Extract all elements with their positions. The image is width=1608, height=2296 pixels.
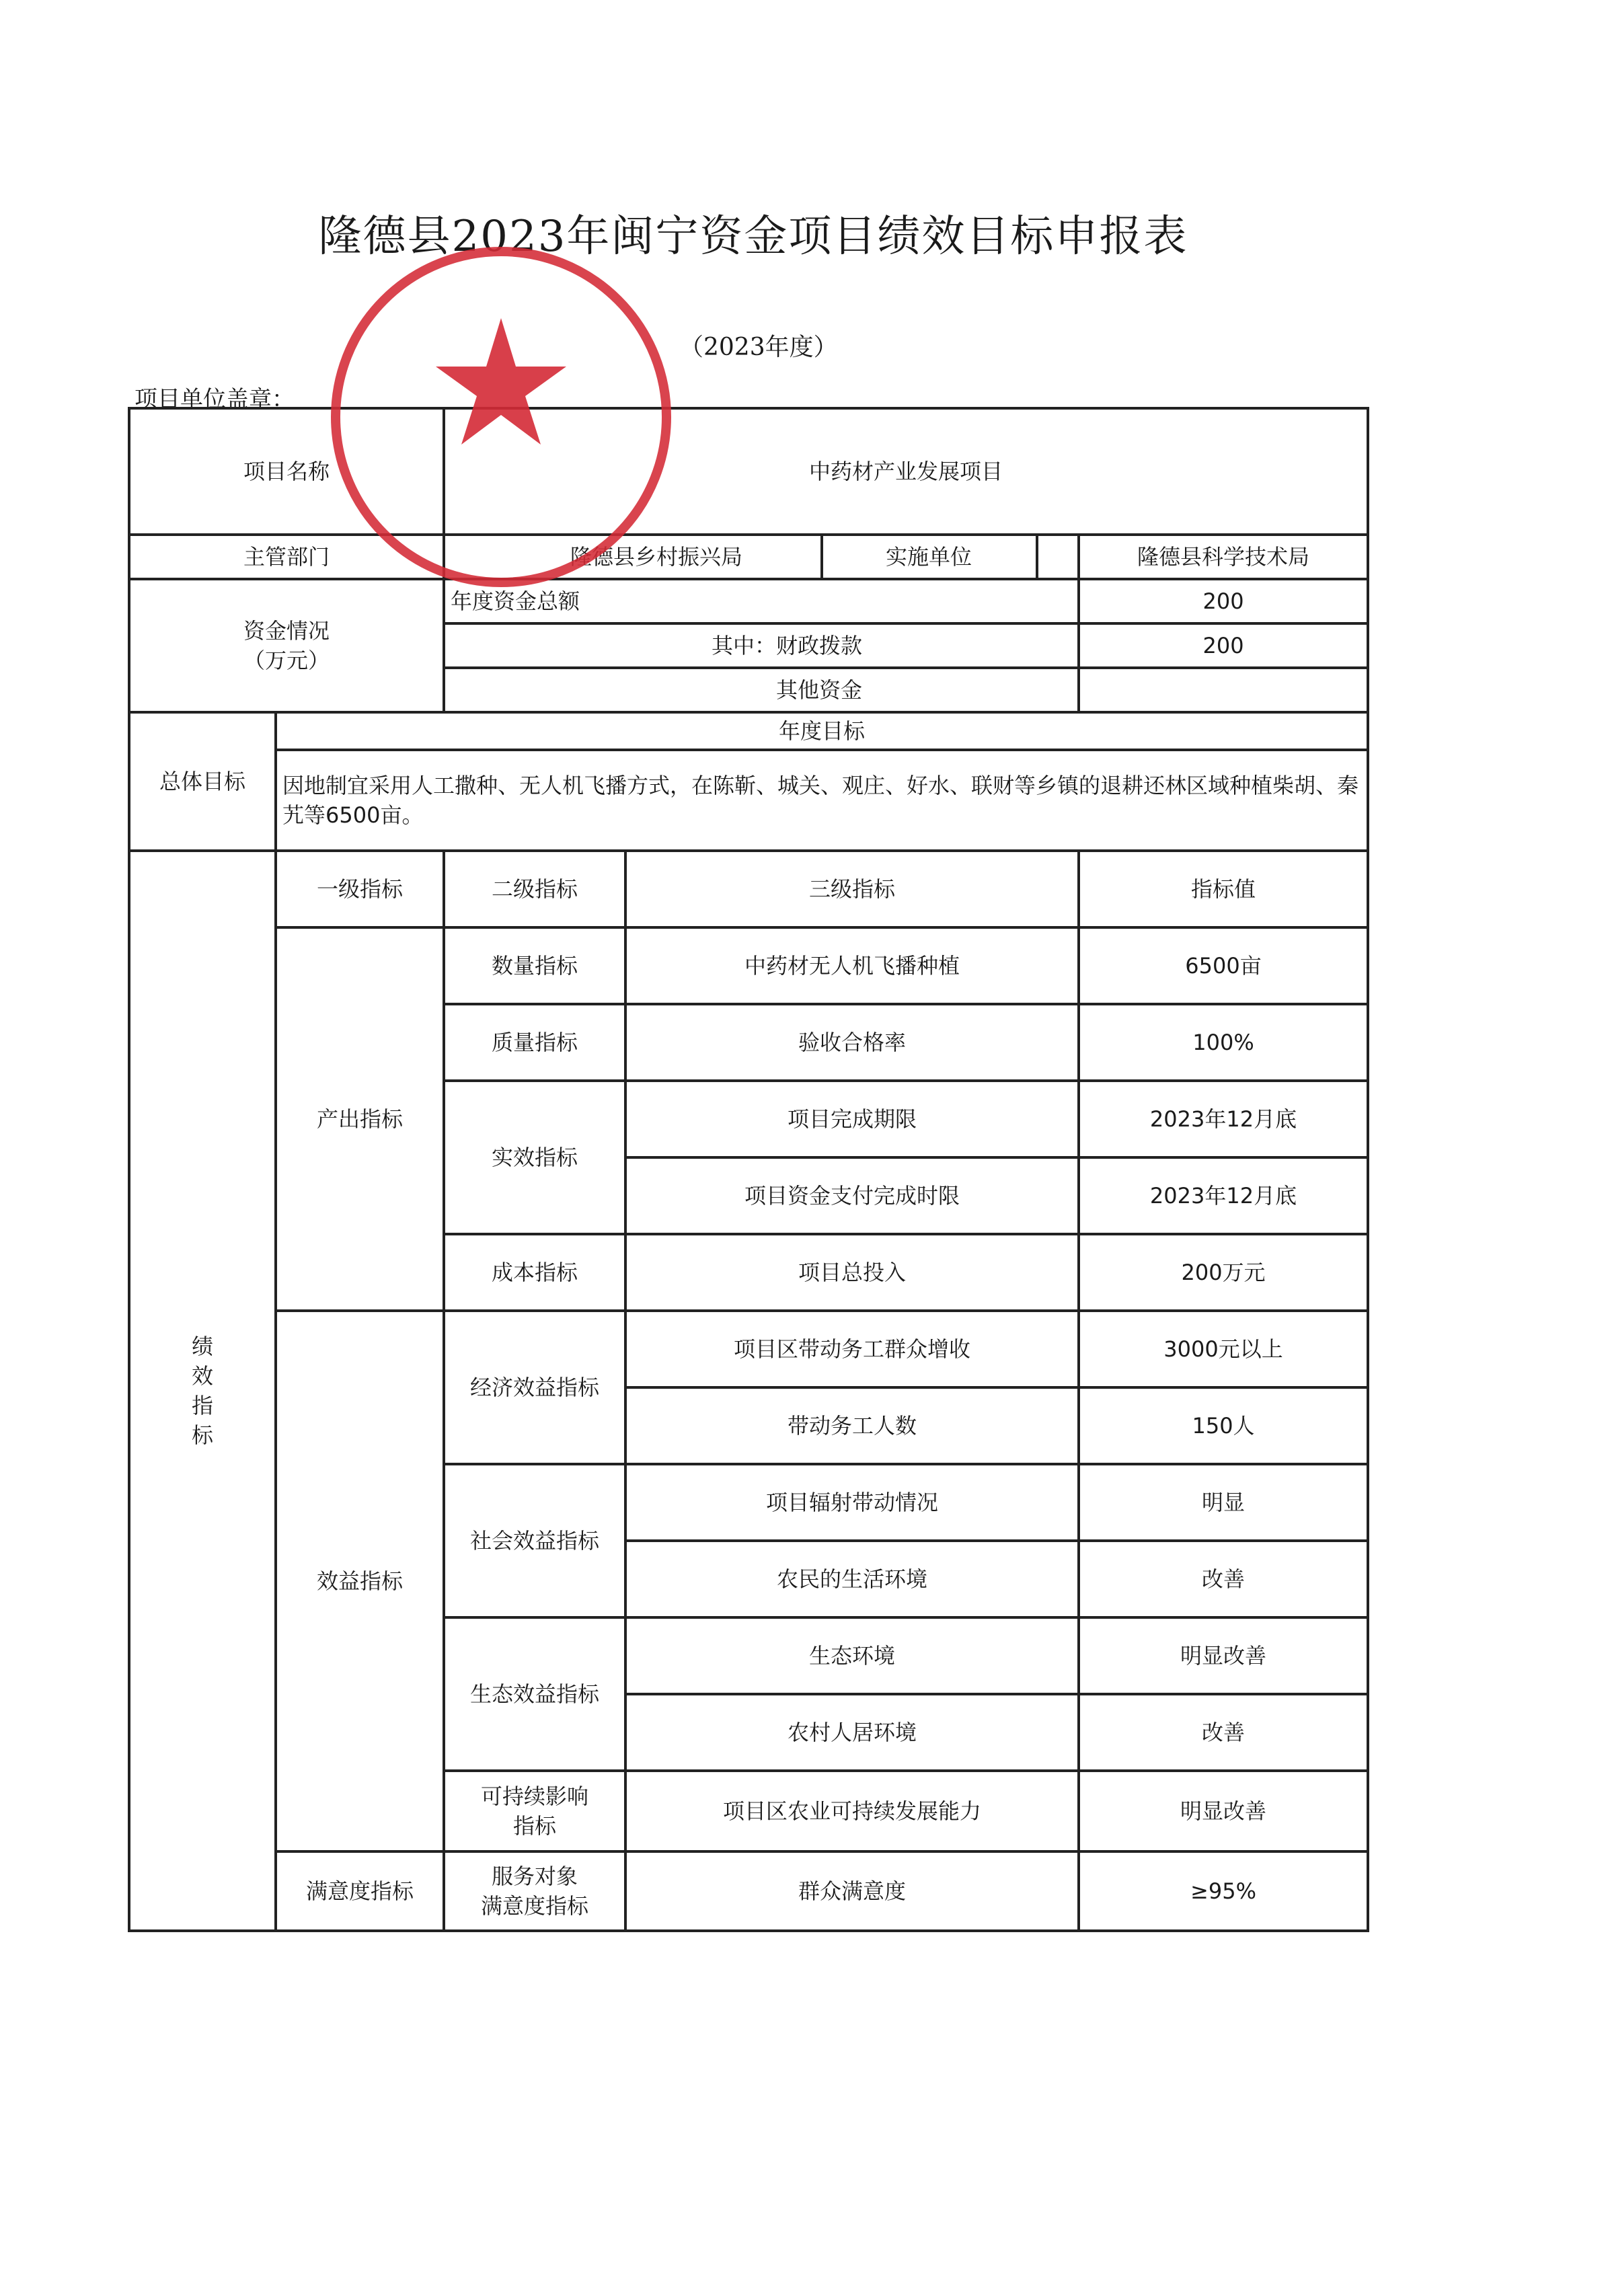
funding-label <box>129 579 444 712</box>
perf-label-char: 指 <box>191 1393 213 1418</box>
quality-l2: 质量指标 <box>444 1004 625 1081</box>
benefit-l1: 效益指标 <box>276 1311 444 1851</box>
satisfaction-l3: 群众满意度 <box>625 1851 1079 1931</box>
funding-total-value: 200 <box>1079 579 1368 623</box>
economic-l3: 项目区带动务工群众增收 <box>625 1311 1079 1387</box>
implementer-cell <box>1079 535 1368 579</box>
sustainable-l2-line2: 指标 <box>513 1813 557 1839</box>
funding-fiscal-label: 其中：财政拨款 <box>444 623 1079 668</box>
social-l2: 社会效益指标 <box>444 1464 625 1617</box>
timeliness-value: 2023年12月底 <box>1079 1081 1368 1157</box>
sustainable-l3: 项目区农业可持续发展能力 <box>625 1771 1079 1851</box>
timeliness-l3: 项目完成期限 <box>625 1081 1079 1157</box>
implementer-divider <box>1036 535 1038 579</box>
indicator-row <box>129 1851 1368 1931</box>
goal-header: 年度目标 <box>276 712 1368 750</box>
indicator-row <box>129 1311 1368 1387</box>
department-value: 隆德县乡村振兴局 <box>444 535 1079 579</box>
perf-label-char: 绩 <box>191 1334 213 1359</box>
header-l1: 一级指标 <box>276 851 444 927</box>
economic-value: 150人 <box>1079 1387 1368 1464</box>
social-value: 改善 <box>1079 1541 1368 1617</box>
implementer-label-display: 实施单位 <box>885 544 972 570</box>
social-l3: 农民的生活环境 <box>625 1541 1079 1617</box>
goal-text: 因地制宜采用人工撒种、无人机飞播方式，在陈靳、城关、观庄、好水、联财等乡镇的退耕还林区域种植柴胡、秦艽等6500亩。 <box>276 750 1368 851</box>
quality-l3: 验收合格率 <box>625 1004 1079 1081</box>
project-name-label: 项目名称 <box>129 408 444 535</box>
quantity-l2: 数量指标 <box>444 927 625 1004</box>
satisfaction-l2-line2: 满意度指标 <box>481 1893 589 1919</box>
header-l2: 二级指标 <box>444 851 625 927</box>
goal-header-row <box>129 712 1368 750</box>
performance-table <box>128 407 1369 1932</box>
goal-label: 总体目标 <box>129 712 276 851</box>
project-name-row <box>129 408 1368 535</box>
social-value: 明显 <box>1079 1464 1368 1541</box>
year-label: （2023年度） <box>679 334 838 361</box>
economic-l2: 经济效益指标 <box>444 1311 625 1464</box>
economic-l3: 带动务工人数 <box>625 1387 1079 1464</box>
goal-text-row <box>129 750 1368 851</box>
funding-label-line2: （万元） <box>243 648 330 673</box>
implementer-divider <box>820 535 823 579</box>
cost-l2: 成本指标 <box>444 1234 625 1311</box>
cost-l3: 项目总投入 <box>625 1234 1079 1311</box>
header-value: 指标值 <box>1079 851 1368 927</box>
document-title: 隆德县2023年闽宁资金项目绩效目标申报表 <box>318 212 1188 262</box>
economic-value: 3000元以上 <box>1079 1311 1368 1387</box>
project-name-value: 中药材产业发展项目 <box>444 408 1368 535</box>
timeliness-value: 2023年12月底 <box>1079 1157 1368 1234</box>
satisfaction-l2-line1: 服务对象 <box>492 1864 578 1889</box>
implementer-value: 隆德县科学技术局 <box>1137 544 1310 570</box>
quantity-value: 6500亩 <box>1079 927 1368 1004</box>
satisfaction-l2 <box>444 1851 625 1931</box>
ecological-value: 明显改善 <box>1079 1617 1368 1694</box>
funding-other-label: 其他资金 <box>444 668 1079 712</box>
sustainable-l2-line1: 可持续影响 <box>481 1784 589 1809</box>
funding-total-label: 年度资金总额 <box>444 579 1079 623</box>
satisfaction-l1: 满意度指标 <box>276 1851 444 1931</box>
unit-seal-label: 项目单位盖章： <box>135 386 295 413</box>
perf-header-row <box>129 851 1368 927</box>
quality-value: 100% <box>1079 1004 1368 1081</box>
perf-label-char: 标 <box>191 1422 213 1448</box>
quantity-l3: 中药材无人机飞播种植 <box>625 927 1079 1004</box>
sustainable-l2 <box>444 1771 625 1851</box>
cost-value: 200万元 <box>1079 1234 1368 1311</box>
perf-label <box>129 851 276 1931</box>
funding-label-line1: 资金情况 <box>243 618 330 644</box>
department-label: 主管部门 <box>129 535 444 579</box>
timeliness-l3: 项目资金支付完成时限 <box>625 1157 1079 1234</box>
satisfaction-value: ≥95% <box>1079 1851 1368 1931</box>
output-l1: 产出指标 <box>276 927 444 1311</box>
timeliness-l2: 实效指标 <box>444 1081 625 1234</box>
ecological-l3: 农村人居环境 <box>625 1694 1079 1771</box>
header-l3: 三级指标 <box>625 851 1079 927</box>
social-l3: 项目辐射带动情况 <box>625 1464 1079 1541</box>
perf-label-char: 效 <box>191 1363 213 1389</box>
ecological-l2: 生态效益指标 <box>444 1617 625 1771</box>
ecological-l3: 生态环境 <box>625 1617 1079 1694</box>
funding-total-row <box>129 579 1368 623</box>
sustainable-value: 明显改善 <box>1079 1771 1368 1851</box>
funding-other-value <box>1079 668 1368 712</box>
funding-fiscal-value: 200 <box>1079 623 1368 668</box>
ecological-value: 改善 <box>1079 1694 1368 1771</box>
department-row <box>129 535 1368 579</box>
indicator-row <box>129 927 1368 1004</box>
